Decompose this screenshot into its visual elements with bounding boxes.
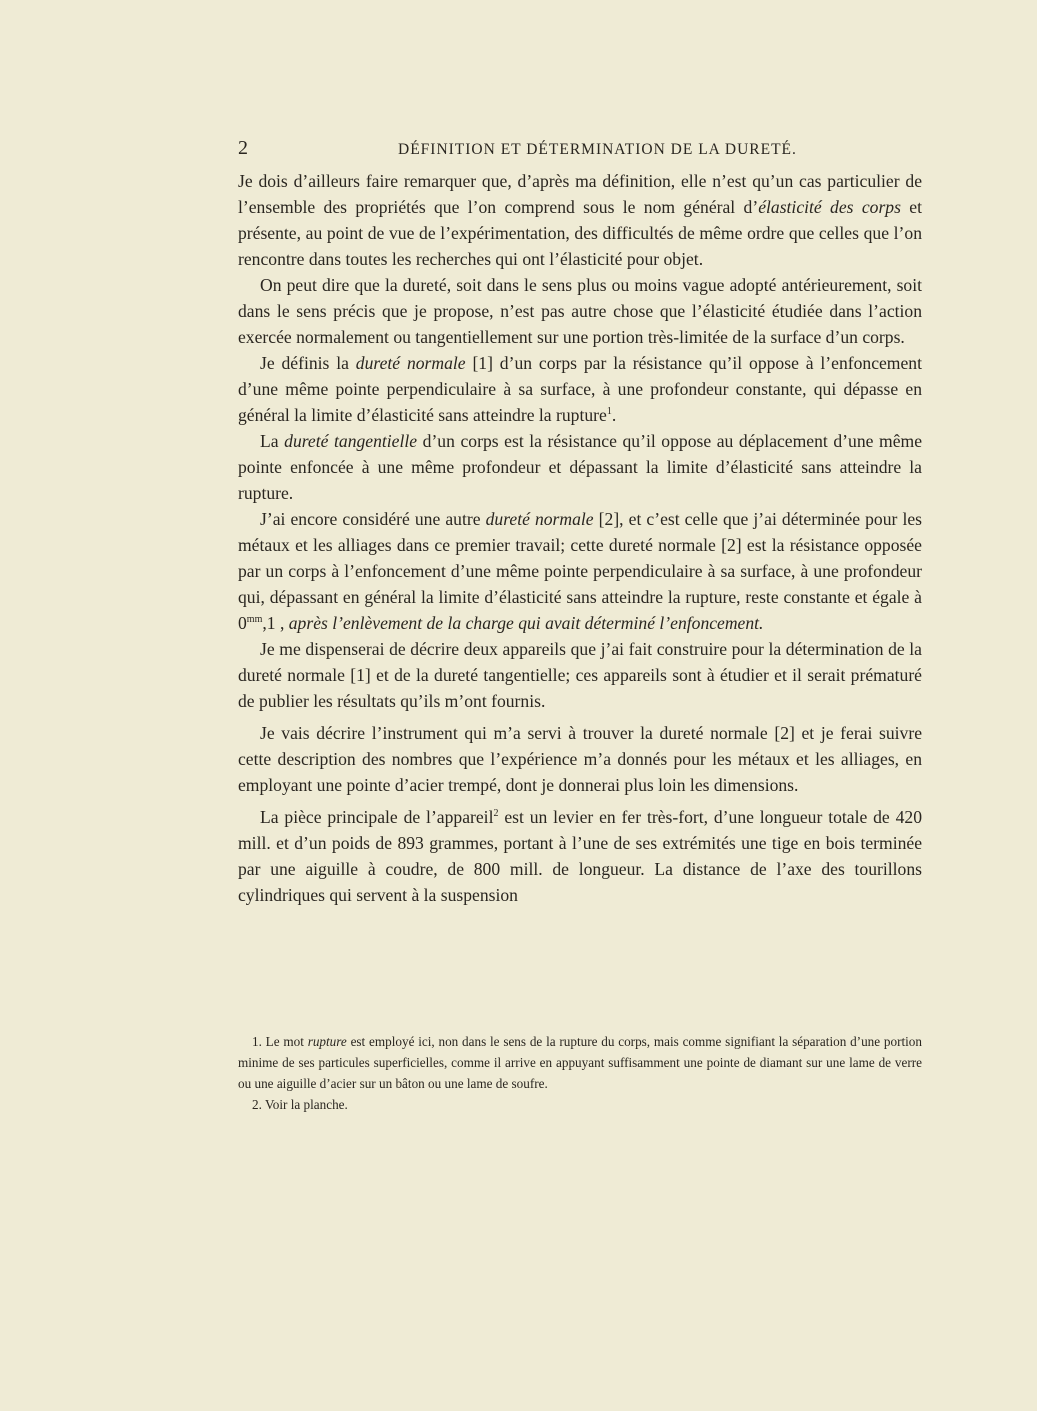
running-header	[238, 137, 922, 163]
text-run: et présente, au point de vue de l’expérimentation, des difficultés de même ordre que celles que l’on rencontre dans toutes les recherches qui ont l’élasticité pour objet.	[238, 197, 922, 269]
italic-term: rupture	[307, 1034, 347, 1049]
text-run: [1] d’un corps par la résistance qu’il oppose à l’enfoncement d’une même pointe perpendiculaire à sa surface, à une profondeur constante, qui dépasse en général la limite d’élasticité sans atteindre la rupture	[238, 353, 922, 425]
running-title: DÉFINITION ET DÉTERMINATION DE LA DURETÉ.	[398, 141, 797, 158]
paragraph: Je vais décrire l’instrument qui m’a servi à trouver la dureté normale [2] et je ferai suivre cette description des nombres que l’expérience m’a donnés pour les métaux et les alliages, en employant une pointe d’acier trempé, dont je donnerai plus loin les dimensions.	[238, 723, 922, 795]
text-run: 1. Le mot	[252, 1034, 308, 1049]
paragraph: On peut dire que la dureté, soit dans le sens plus ou moins vague adopté antérieurement, soit dans le sens précis que je propose, n’est pas autre chose que l’élasticité étudiée dans l’action exercée normalement ou tangentiellement sur une portion très-limitée de la surface d’un corps.	[238, 275, 922, 347]
italic-term: dureté normale	[355, 353, 466, 373]
footnote	[238, 1031, 922, 1094]
footnote-ref: 1	[606, 406, 612, 418]
paragraph	[238, 350, 922, 428]
paragraph	[238, 804, 922, 908]
text-run: ,1 ,	[262, 613, 289, 633]
text-run: est un levier en fer très-fort, d’une longueur totale de 420 mill. et d’un poids de 893 grammes, portant à l’une de ses extrémités une tige en bois terminée par une aiguille à coudre, de 800 mill. de longueur. La distance de l’axe des tourillons cylindriques qui servent à la suspension	[238, 807, 922, 905]
text-run: .	[611, 405, 617, 425]
unit-superscript: mm	[246, 614, 263, 626]
text-run: Je dois d’ailleurs faire remarquer que, d’après ma définition, elle n’est qu’un cas particulier de l’ensemble des propriétés que l’on comprend sous le nom général d’	[238, 171, 922, 217]
text-run: Je définis la	[260, 353, 356, 373]
italic-term: dureté tangentielle	[284, 431, 418, 451]
text-run: [2], et c’est celle que j’ai déterminée pour les métaux et les alliages dans ce premier travail; cette dureté normale [2] est la résistance opposée par un corps à l’enfoncement d’une même pointe perpendiculaire à sa surface, à une profondeur qui, dépassant en général la limite d’élasticité sans atteindre la rupture, reste constante et égale à 0	[238, 509, 922, 633]
paragraph	[238, 428, 922, 506]
text-run: La pièce principale de l’appareil	[260, 807, 494, 827]
paragraph	[238, 168, 922, 272]
italic-term: élasticité des corps	[758, 197, 901, 217]
italic-phrase: après l’enlèvement de la charge qui avait déterminé l’enfoncement.	[288, 613, 764, 633]
footnote: 2. Voir la planche.	[252, 1097, 348, 1112]
text-run: d’un corps est la résistance qu’il oppose au déplacement d’une même pointe enfoncée à une même profondeur et dépassant la limite d’élasticité sans atteindre la rupture.	[238, 431, 922, 503]
main-text	[238, 168, 922, 908]
footnotes	[238, 1031, 922, 1115]
footnote-ref: 2	[493, 808, 499, 820]
text-run: J’ai encore considéré une autre	[260, 509, 486, 529]
italic-term: dureté normale	[485, 509, 594, 529]
text-run: est employé ici, non dans le sens de la rupture du corps, mais comme signifiant la séparation d’une portion minime de ses particules superficielles, comme il arrive en appuyant suffisamment une pointe de diamant sur une lame de verre ou une aiguille d’acier sur un bâton ou une lame de soufre.	[238, 1034, 922, 1091]
text-run: La	[260, 431, 285, 451]
paragraph: Je me dispenserai de décrire deux appareils que j’ai fait construire pour la détermination de la dureté normale [1] et de la dureté tangentielle; ces appareils sont à étudier et il serait prématuré de publier les résultats qu’ils m’ont fournis.	[238, 639, 922, 711]
page-number: 2	[238, 137, 249, 159]
paragraph	[238, 506, 922, 636]
